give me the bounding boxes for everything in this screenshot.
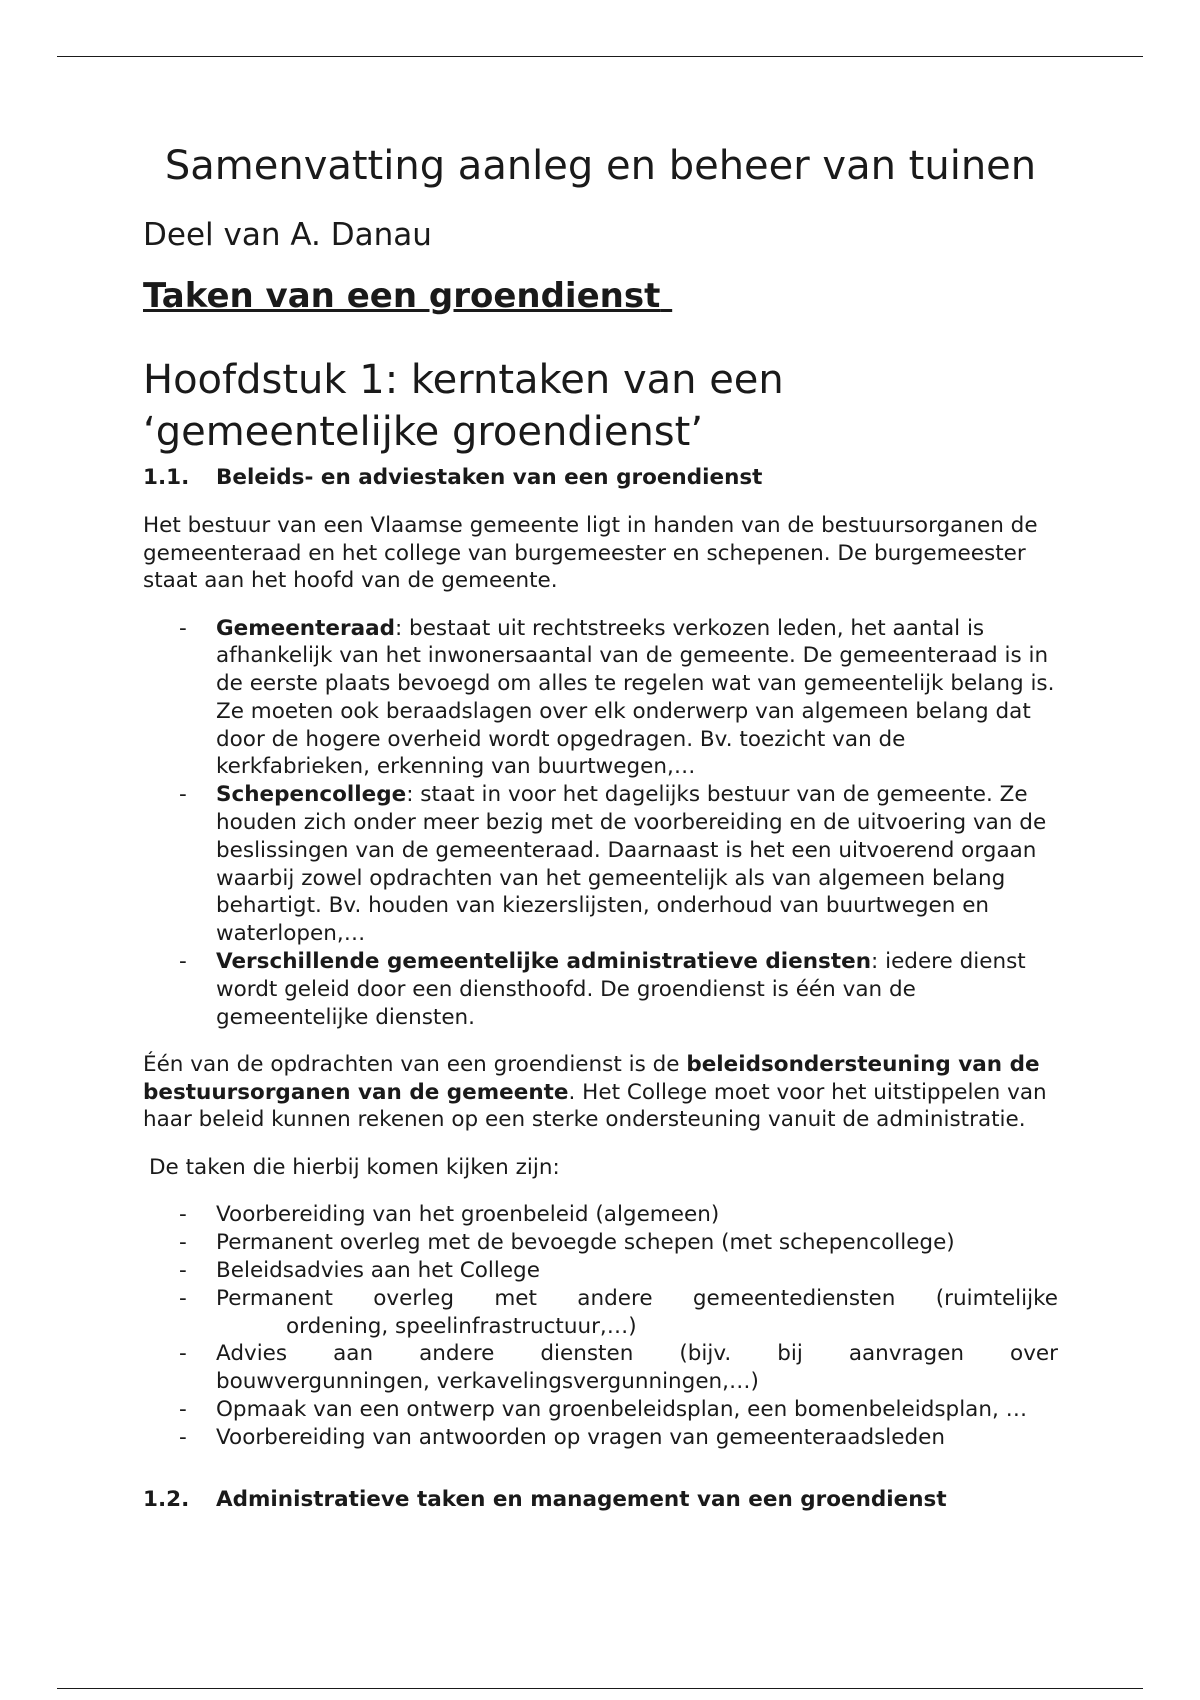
- list-item: - Beleidsadvies aan het College: [216, 1257, 1058, 1285]
- subsection-heading-1-2: [143, 1486, 1058, 1514]
- chapter-heading-line1: Hoofdstuk 1: kerntaken van een: [143, 357, 784, 403]
- list-item: [216, 781, 1058, 948]
- document-subtitle: Deel van A. Danau: [143, 217, 432, 253]
- mission-paragraph: [143, 1051, 1058, 1134]
- mission-text-before: Één van de opdrachten van een groendienst is de: [143, 1052, 687, 1078]
- subsection-title: Administratieve taken en management van een groendienst: [216, 1486, 947, 1512]
- section-heading: [143, 274, 1058, 318]
- subsection-heading-1-1: [143, 464, 1058, 492]
- tasks-list: [143, 1201, 1058, 1451]
- tasks-intro: De taken die hierbij komen kijken zijn:: [149, 1154, 560, 1180]
- chapter-heading-line2: ‘gemeentelijke groendienst’: [143, 409, 704, 455]
- list-item-term: Schepencollege: [216, 782, 407, 808]
- document-title: Samenvatting aanleg en beheer van tuinen: [164, 143, 1037, 189]
- intro-paragraph: Het bestuur van een Vlaamse gemeente ligt in handen van de bestuursorganen de gemeenteraad en het college van burgemeester en schepenen. De burgemeester staat aan het hoofd van de gemeente.: [143, 513, 1038, 593]
- document-page: [143, 138, 1058, 1534]
- footer-rule: [57, 1688, 1143, 1689]
- list-item-line: Advies aan andere diensten (bijv. bij aanvragen over: [216, 1341, 1058, 1367]
- list-item-text: : bestaat uit rechtstreeks verkozen leden, het aantal is afhankelijk van het inwonersaantal van de gemeente. De gemeenteraad is in de eerste plaats bevoegd om alles te regelen wat van gemeentelijk belang is. Ze moeten ook beraadslagen over elk onderwerp van algemeen belang dat door de hogere overheid wordt opgedragen. Bv. toezicht van de kerkfabrieken, erkenning van buurtwegen,…: [216, 615, 1055, 780]
- list-item: - Permanent overleg met de bevoegde schepen (met schepencollege): [216, 1229, 1058, 1257]
- list-item: [216, 948, 1058, 1031]
- list-item-continuation: bouwvergunningen, verkavelingsvergunningen,…): [216, 1369, 759, 1395]
- list-item: [216, 615, 1058, 782]
- subsection-title: Beleids- en adviestaken van een groendienst: [216, 465, 763, 490]
- list-item-text: : iedere dienst wordt geleid door een diensthoofd. De groendienst is één van de gemeentelijke diensten.: [216, 949, 1026, 1030]
- chapter-heading: [143, 354, 1058, 458]
- list-item-continuation: ordening, speelinfrastructuur,…): [286, 1313, 637, 1339]
- organs-list: [143, 615, 1058, 1032]
- subsection-number: 1.2.: [143, 1486, 190, 1512]
- list-item: - Voorbereiding van antwoorden op vragen van gemeenteraadsleden: [216, 1424, 1058, 1452]
- mission-text-bold: beleidsondersteuning van de bestuursorganen van de gemeente: [143, 1052, 1040, 1105]
- list-item: - Opmaak van een ontwerp van groenbeleidsplan, een bomenbeleidsplan, …: [216, 1396, 1058, 1424]
- list-item-line: Permanent overleg met andere gemeentediensten (ruimtelijke: [216, 1285, 1058, 1311]
- list-item: [216, 1285, 1058, 1313]
- list-item-text: : staat in voor het dagelijks bestuur van de gemeente. Ze houden zich onder meer bezig met de voorbereiding en de uitvoering van de beslissingen van de gemeenteraad. Daarnaast is het een uitvoerend orgaan waarbij zowel opdrachten van het gemeentelijk als van algemeen belang behartigt. Bv. houden van kiezerslijsten, onderhoud van buurtwegen en waterlopen,…: [216, 782, 1047, 947]
- header-rule: [57, 56, 1143, 57]
- list-item: [216, 1340, 1058, 1368]
- mission-text-after: . Het College moet voor het uitstippelen van haar beleid kunnen rekenen op een sterke ondersteuning vanuit de administratie.: [143, 1079, 1047, 1133]
- list-item: - Voorbereiding van het groenbeleid (algemeen): [216, 1201, 1058, 1229]
- section-heading-text: Taken van een groendienst: [143, 276, 661, 316]
- list-item-term: Gemeenteraad: [216, 615, 395, 641]
- subsection-number: 1.1.: [143, 465, 190, 490]
- list-item-term: Verschillende gemeentelijke administratieve diensten: [216, 949, 872, 975]
